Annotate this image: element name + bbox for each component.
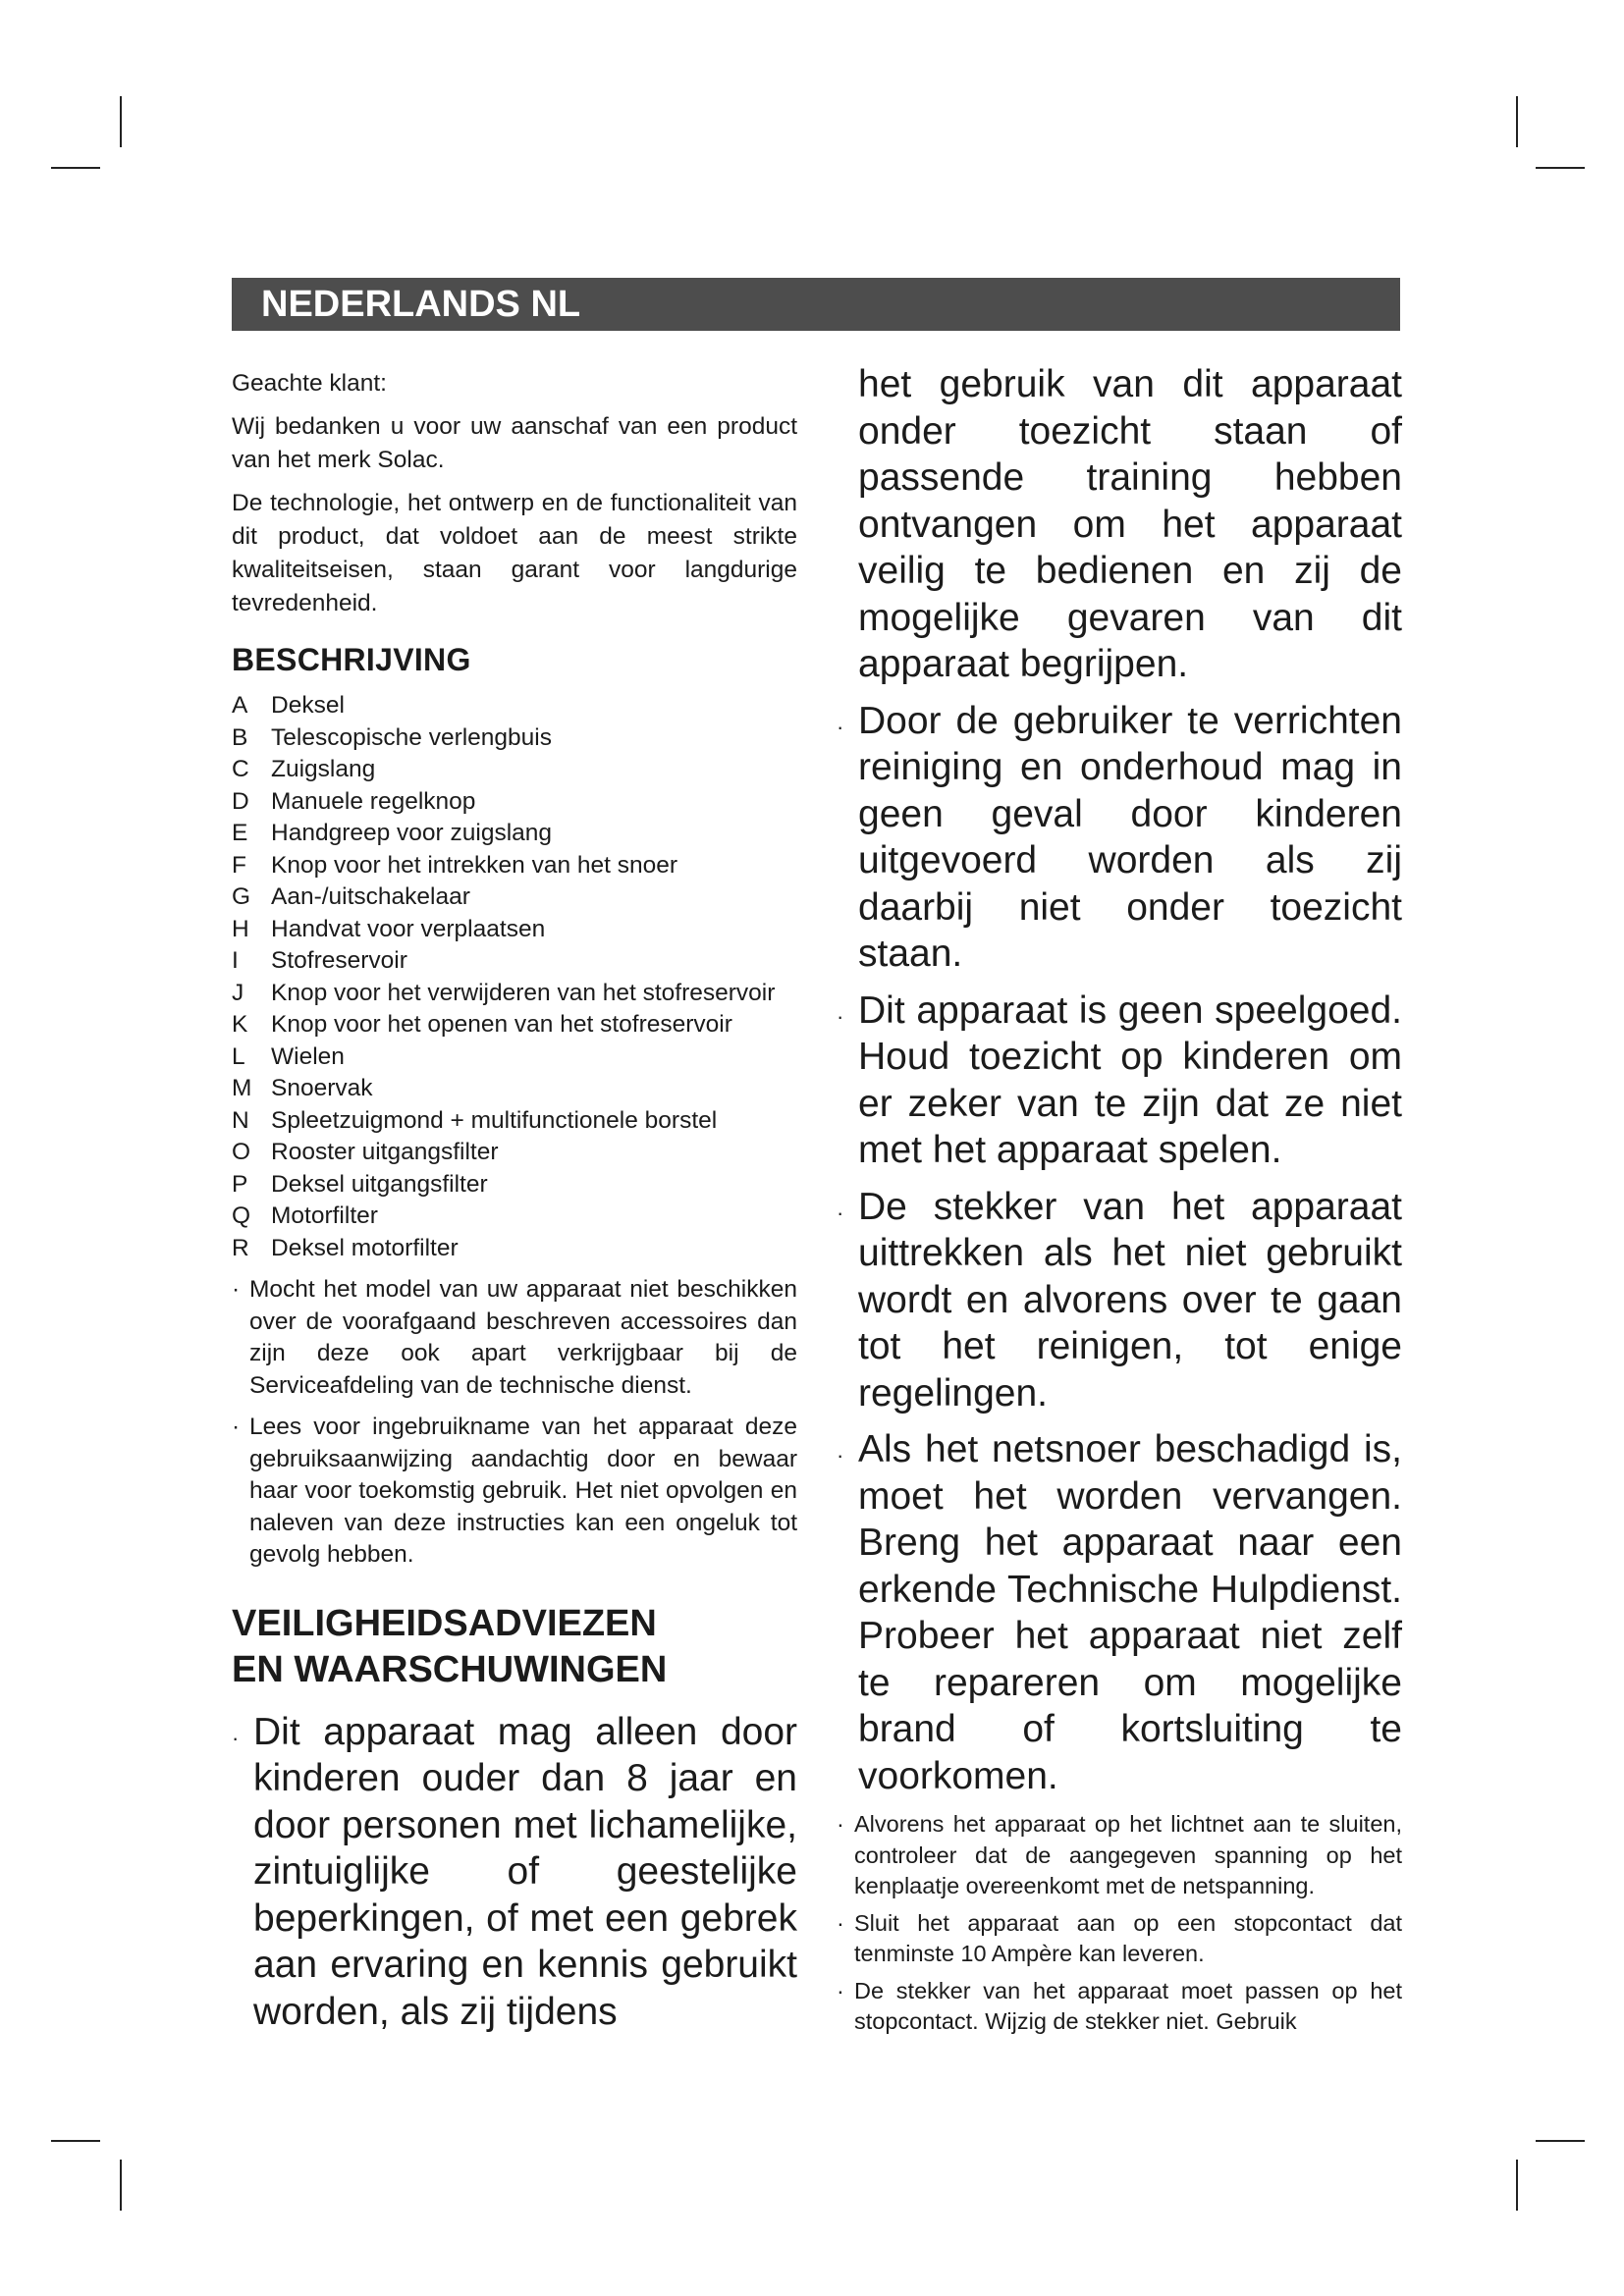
list-item bbox=[232, 881, 797, 914]
part-label: Aan-/uitschakelaar bbox=[271, 883, 470, 910]
list-item bbox=[232, 1169, 797, 1201]
parts-list bbox=[232, 690, 797, 1264]
part-label: Handgreep voor zuigslang bbox=[271, 820, 553, 846]
part-letter: E bbox=[232, 820, 248, 846]
part-label: Knop voor het verwijderen van het stofreservoir bbox=[271, 979, 776, 1006]
list-item bbox=[232, 690, 797, 722]
safety-heading bbox=[232, 1601, 797, 1693]
note-text: Mocht het model van uw apparaat niet beschikken over de voorafgaand beschreven accessoires dan zijn deze ook apart verkrijgbaar bij de Serviceafdeling van de technische dienst. bbox=[249, 1276, 797, 1399]
safety-item bbox=[837, 1426, 1402, 1799]
description-notes bbox=[232, 1274, 797, 1572]
list-item bbox=[232, 818, 797, 850]
bullet-dot: · bbox=[837, 1003, 844, 1029]
technology-paragraph: De technologie, het ontwerp en de functionaliteit van dit product, dat voldoet aan de meest strikte kwaliteitseisen, staan garant voor langdurige tevredenheid. bbox=[232, 490, 797, 616]
part-letter: Q bbox=[232, 1202, 251, 1229]
part-letter: D bbox=[232, 787, 249, 815]
part-label: Zuigslang bbox=[271, 756, 376, 782]
note-text: Lees voor ingebruikname van het apparaat deze gebruiksaanwijzing aandachtig door en bewaar haar voor toekomstig gebruik. Het niet opvolgen en naleven van deze instructies kan een ongeluk tot gevolg hebben. bbox=[249, 1414, 797, 1568]
list-item bbox=[232, 786, 797, 819]
part-letter: I bbox=[232, 947, 239, 974]
safety-item bbox=[837, 1976, 1402, 2038]
safety-text: Alvorens het apparaat op het lichtnet aan te sluiten, controleer dat de aangegeven spanning op het kenplaatje overeenkomt met de netspanning. bbox=[854, 1811, 1402, 1898]
part-letter: H bbox=[232, 915, 249, 942]
safety-text: De stekker van het apparaat uittrekken als het niet gebruikt wordt en alvorens over te gaan tot het reinigen, tot enige regelingen. bbox=[858, 1185, 1402, 1415]
bullet-dot: · bbox=[837, 714, 844, 739]
part-letter: C bbox=[232, 756, 249, 782]
bullet-dot: · bbox=[837, 1200, 844, 1225]
safety-item bbox=[837, 1184, 1402, 1417]
safety-item bbox=[837, 698, 1402, 978]
safety-text: Door de gebruiker te verrichten reiniging en onderhoud mag in geen geval door kinderen uitgevoerd worden als zij daarbij niet onder toezicht staan. bbox=[858, 699, 1402, 975]
bullet-dot: · bbox=[232, 1414, 241, 1440]
list-item bbox=[232, 945, 797, 978]
safety-text: Sluit het apparaat aan op een stopcontact dat tenminste 10 Ampère kan leveren. bbox=[854, 1909, 1402, 1966]
list-item bbox=[232, 1201, 797, 1233]
safety-continuation: het gebruik van dit apparaat onder toezicht staan of passende training hebben ontvangen om het apparaat veilig te bedienen en zij de mogelijke gevaren van dit apparaat begrijpen. bbox=[858, 363, 1402, 685]
safety-text: Dit apparaat is geen speelgoed. Houd toezicht op kinderen om er zeker van te zijn dat ze niet met het apparaat spelen. bbox=[858, 988, 1402, 1171]
bullet-dot: · bbox=[837, 1811, 844, 1837]
safety-text: Als het netsnoer beschadigd is, moet het worden vervangen. Breng het apparaat naar een erkende Technische Hulpdienst. Probeer het apparaat niet zelf te repareren om mogelijke brand of kortsluiting te voorkomen. bbox=[858, 1428, 1402, 1797]
part-label: Deksel uitgangsfilter bbox=[271, 1170, 488, 1198]
crop-mark bbox=[1536, 167, 1585, 169]
bullet-dot: · bbox=[837, 1977, 844, 2003]
bullet-dot: · bbox=[837, 1443, 844, 1468]
list-item bbox=[232, 978, 797, 1010]
part-letter: M bbox=[232, 1075, 252, 1101]
thanks-paragraph: Wij bedanken u voor uw aanschaf van een product van het merk Solac. bbox=[232, 413, 797, 473]
list-item bbox=[232, 914, 797, 946]
safety-item bbox=[837, 1809, 1402, 1902]
crop-mark bbox=[51, 2140, 100, 2142]
bullet-dot: · bbox=[232, 1725, 240, 1750]
part-label: Manuele regelknop bbox=[271, 787, 476, 815]
safety-item bbox=[232, 1709, 797, 2036]
bullet-dot: · bbox=[232, 1276, 241, 1303]
crop-mark bbox=[1516, 2160, 1518, 2211]
part-letter: B bbox=[232, 723, 248, 751]
part-label: Motorfilter bbox=[271, 1202, 378, 1229]
safety-text: De stekker van het apparaat moet passen op het stopcontact. Wijzig de stekker niet. Gebruik bbox=[854, 1977, 1402, 2034]
part-label: Telescopische verlengbuis bbox=[271, 723, 552, 751]
list-item bbox=[232, 1073, 797, 1105]
crop-mark bbox=[120, 96, 122, 147]
part-letter: A bbox=[232, 692, 248, 719]
part-label: Handvat voor verplaatsen bbox=[271, 915, 546, 942]
part-letter: O bbox=[232, 1139, 251, 1165]
list-item bbox=[232, 1105, 797, 1138]
language-header: NEDERLANDS NL bbox=[232, 278, 1400, 331]
list-item bbox=[232, 1233, 797, 1265]
left-column bbox=[232, 367, 797, 2045]
safety-large-items bbox=[837, 698, 1402, 1800]
greeting: Geachte klant: bbox=[232, 370, 387, 397]
part-letter: J bbox=[232, 979, 244, 1006]
part-letter: G bbox=[232, 883, 251, 910]
part-letter: R bbox=[232, 1234, 249, 1261]
part-letter: P bbox=[232, 1170, 248, 1198]
right-column bbox=[837, 361, 1402, 2044]
safety-item bbox=[837, 1908, 1402, 1970]
crop-mark bbox=[1536, 2140, 1585, 2142]
safety-text: Dit apparaat mag alleen door kinderen ouder dan 8 jaar en door personen met lichamelijke, zintuiglijke of geestelijke beperkingen, of met een gebrek aan ervaring en kennis gebruikt worden, als zij tijdens bbox=[253, 1710, 797, 2033]
part-letter: N bbox=[232, 1106, 249, 1134]
safety-first-item bbox=[232, 1709, 797, 2036]
list-item bbox=[232, 722, 797, 755]
note-item bbox=[232, 1412, 797, 1572]
list-item bbox=[232, 850, 797, 882]
list-item bbox=[232, 1137, 797, 1169]
part-label: Deksel bbox=[271, 692, 345, 719]
safety-item bbox=[837, 988, 1402, 1174]
part-label: Deksel motorfilter bbox=[271, 1234, 459, 1261]
intro bbox=[232, 367, 797, 620]
part-letter: L bbox=[232, 1042, 245, 1070]
safety-small-items bbox=[837, 1809, 1402, 2038]
part-label: Knop voor het intrekken van het snoer bbox=[271, 851, 678, 879]
part-label: Wielen bbox=[271, 1042, 345, 1070]
crop-mark bbox=[51, 167, 100, 169]
part-letter: K bbox=[232, 1011, 248, 1038]
crop-mark bbox=[1516, 96, 1518, 147]
list-item bbox=[232, 1009, 797, 1041]
note-item bbox=[232, 1274, 797, 1402]
part-label: Stofreservoir bbox=[271, 947, 407, 974]
crop-mark bbox=[120, 2160, 122, 2211]
bullet-dot: · bbox=[837, 1909, 844, 1936]
list-item bbox=[232, 754, 797, 786]
part-letter: F bbox=[232, 851, 246, 879]
description-heading: BESCHRIJVING bbox=[232, 642, 471, 677]
safety-heading-line-2: EN WAARSCHUWINGEN bbox=[232, 1648, 668, 1690]
safety-heading-line-1: VEILIGHEIDSADVIEZEN bbox=[232, 1602, 657, 1644]
part-label: Snoervak bbox=[271, 1075, 373, 1101]
list-item bbox=[232, 1041, 797, 1074]
part-label: Spleetzuigmond + multifunctionele borstel bbox=[271, 1106, 718, 1134]
part-label: Rooster uitgangsfilter bbox=[271, 1139, 499, 1165]
part-label: Knop voor het openen van het stofreservoir bbox=[271, 1011, 732, 1038]
